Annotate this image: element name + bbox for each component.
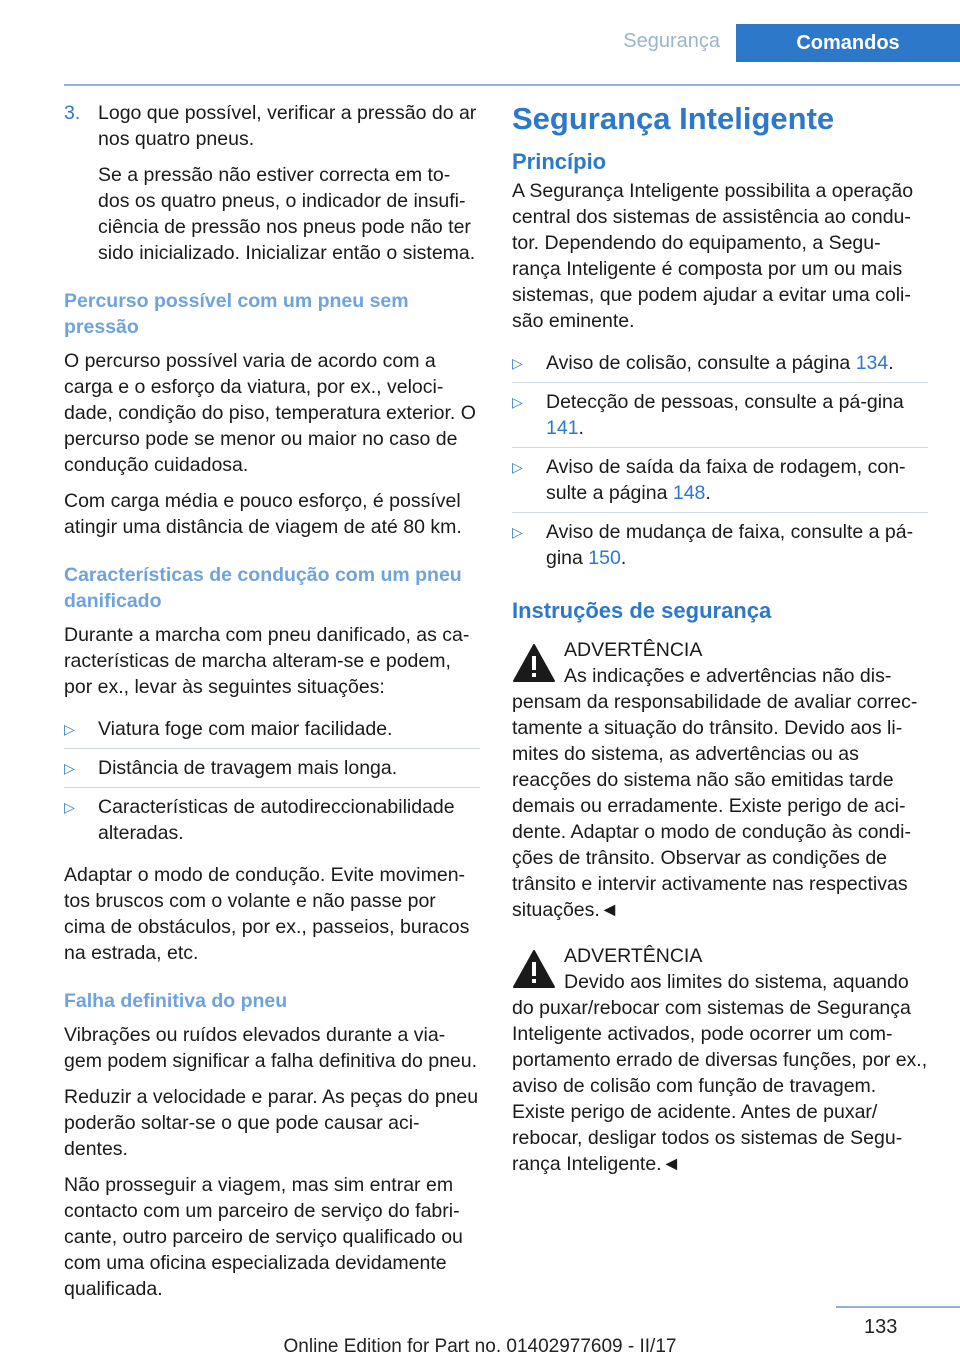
header-section-label: Segurança: [623, 30, 720, 52]
footer-rule: [836, 1306, 960, 1308]
bullet-triangle-icon: ▷: [512, 524, 523, 540]
list-item: ▷ Viatura foge com maior facilidade.: [64, 718, 393, 740]
list-item: ▷ Aviso de saída da faixa de rodagem, con-sulte a página 148.: [512, 447, 928, 512]
page-number: 133: [864, 1316, 898, 1338]
step-3-text: Logo que possível, verificar a pressão do ar nos quatro pneus.: [98, 102, 477, 150]
heading-percurso: Percurso possível com um pneu sem pressão: [64, 290, 409, 338]
list-item: ▷ Distância de travagem mais longa.: [64, 748, 480, 787]
edition-footer: Online Edition for Part no. 01402977609 - II/17: [283, 1336, 677, 1357]
percurso-paragraph-1: O percurso possível varia de acordo com a carga e o esforço da viatura, por ex., veloci-dade, condição do piso, temperatura exterior. O percurso pode se menor ou maior no caso de condução cuidadosa.: [64, 350, 476, 476]
principio-paragraph: A Segurança Inteligente possibilita a operação central dos sistemas de assistência ao condu-tor. Dependendo do equipamento, a Segu-rança Inteligente é composta por um ou mais sistemas, que podem ajudar a evitar uma coli-são eminente.: [512, 180, 914, 332]
heading-caracteristicas: Características de condução com um pneu danificado: [64, 564, 462, 612]
caracteristicas-list: [64, 710, 480, 852]
warning-text: do puxar/rebocar com sistemas de Segurança Inteligente activados, pode ocorrer um com-portamento errado de diversas funções, por ex., aviso de colisão com função de travagem. Existe perigo de acidente. Antes de puxar/ rebocar, desligar todos os sistemas de Segu-rança Inteligente.◄: [512, 997, 928, 1175]
list-item: ▷ Características de autodireccionabilidade alteradas.: [64, 787, 480, 852]
warning-text-first: As indicações e advertências não dis-: [564, 665, 892, 687]
heading-falha: Falha definitiva do pneu: [64, 990, 288, 1012]
falha-paragraph-3: Não prosseguir a viagem, mas sim entrar em contacto com um parceiro de serviço do fabri-cante, outro parceiro de serviço qualificado ou com uma oficina especializada devidamente qualificada.: [64, 1174, 463, 1300]
caracteristicas-paragraph-2: Adaptar o modo de condução. Evite movimen-tos bruscos com o volante e não passe por cima de obstáculos, por ex., passeios, buracos na estrada, etc.: [64, 864, 470, 964]
warning-block-2: [512, 943, 928, 1177]
page-link[interactable]: 150: [588, 547, 621, 569]
step-3-note: Se a pressão não estiver correcta em to-dos os quatro pneus, o indicador de insufi-ciência de pressão nos pneus pode não ter sido inicializado. Inicializar então o sistema.: [98, 164, 476, 264]
list-item: ▷ Detecção de pessoas, consulte a pá-gina 141.: [512, 382, 928, 447]
systems-list: [512, 344, 928, 577]
warning-text: pensam da responsabilidade de avaliar correc-tamente a situação do trânsito. Devido aos li-mites do sistema, as advertências ou as reacções do sistema não são emitidas tarde demais ou erradamente. Existe perigo de aci-dente. Adaptar o modo de condução às condi-ções de trânsito. Observar as condições de trânsito e intervir activamente nas respectivas situações.◄: [512, 691, 918, 921]
warning-text-first: Devido aos limites do sistema, aquando: [564, 971, 909, 993]
bullet-triangle-icon: ▷: [64, 760, 75, 776]
warning-title: ADVERTÊNCIA: [564, 639, 703, 661]
right-column: [512, 100, 928, 1187]
heading-instrucoes: Instruções de segurança: [512, 598, 772, 623]
warning-block-1: [512, 637, 928, 923]
warning-title: ADVERTÊNCIA: [564, 945, 703, 967]
header-rule: [64, 84, 960, 86]
bullet-triangle-icon: ▷: [512, 355, 523, 371]
list-item: ▷ Aviso de colisão, consulte a página 134.: [512, 352, 894, 374]
section-title: Segurança Inteligente: [512, 101, 835, 136]
page-link[interactable]: 134: [855, 352, 889, 374]
bullet-triangle-icon: ▷: [512, 459, 523, 475]
falha-paragraph-2: Reduzir a velocidade e parar. As peças do pneu poderão soltar-se o que pode causar aci-dentes.: [64, 1086, 479, 1160]
step-number: 3.: [64, 102, 81, 124]
bullet-triangle-icon: ▷: [512, 394, 523, 410]
warning-triangle-icon: [512, 643, 556, 683]
heading-principio: Princípio: [512, 149, 607, 174]
left-column: [64, 100, 480, 1312]
caracteristicas-paragraph-1: Durante a marcha com pneu danificado, as ca-racterísticas de marcha alteram-se e podem, por ex., levar às seguintes situações:: [64, 624, 470, 698]
page-link[interactable]: 141: [546, 417, 579, 439]
bullet-triangle-icon: ▷: [64, 721, 75, 737]
list-item: ▷ Aviso de mudança de faixa, consulte a pá-gina 150.: [512, 512, 928, 577]
step-3: [64, 100, 480, 266]
page-header: [0, 24, 960, 64]
page-link[interactable]: 148: [672, 482, 706, 504]
header-chapter-tab: Comandos: [736, 24, 960, 62]
percurso-paragraph-2: Com carga média e pouco esforço, é possível atingir uma distância de viagem de até 80 km.: [64, 490, 462, 538]
bullet-triangle-icon: ▷: [64, 799, 75, 815]
falha-paragraph-1: Vibrações ou ruídos elevados durante a via-gem podem significar a falha definitiva do pneu.: [64, 1024, 478, 1072]
warning-triangle-icon: [512, 949, 556, 989]
